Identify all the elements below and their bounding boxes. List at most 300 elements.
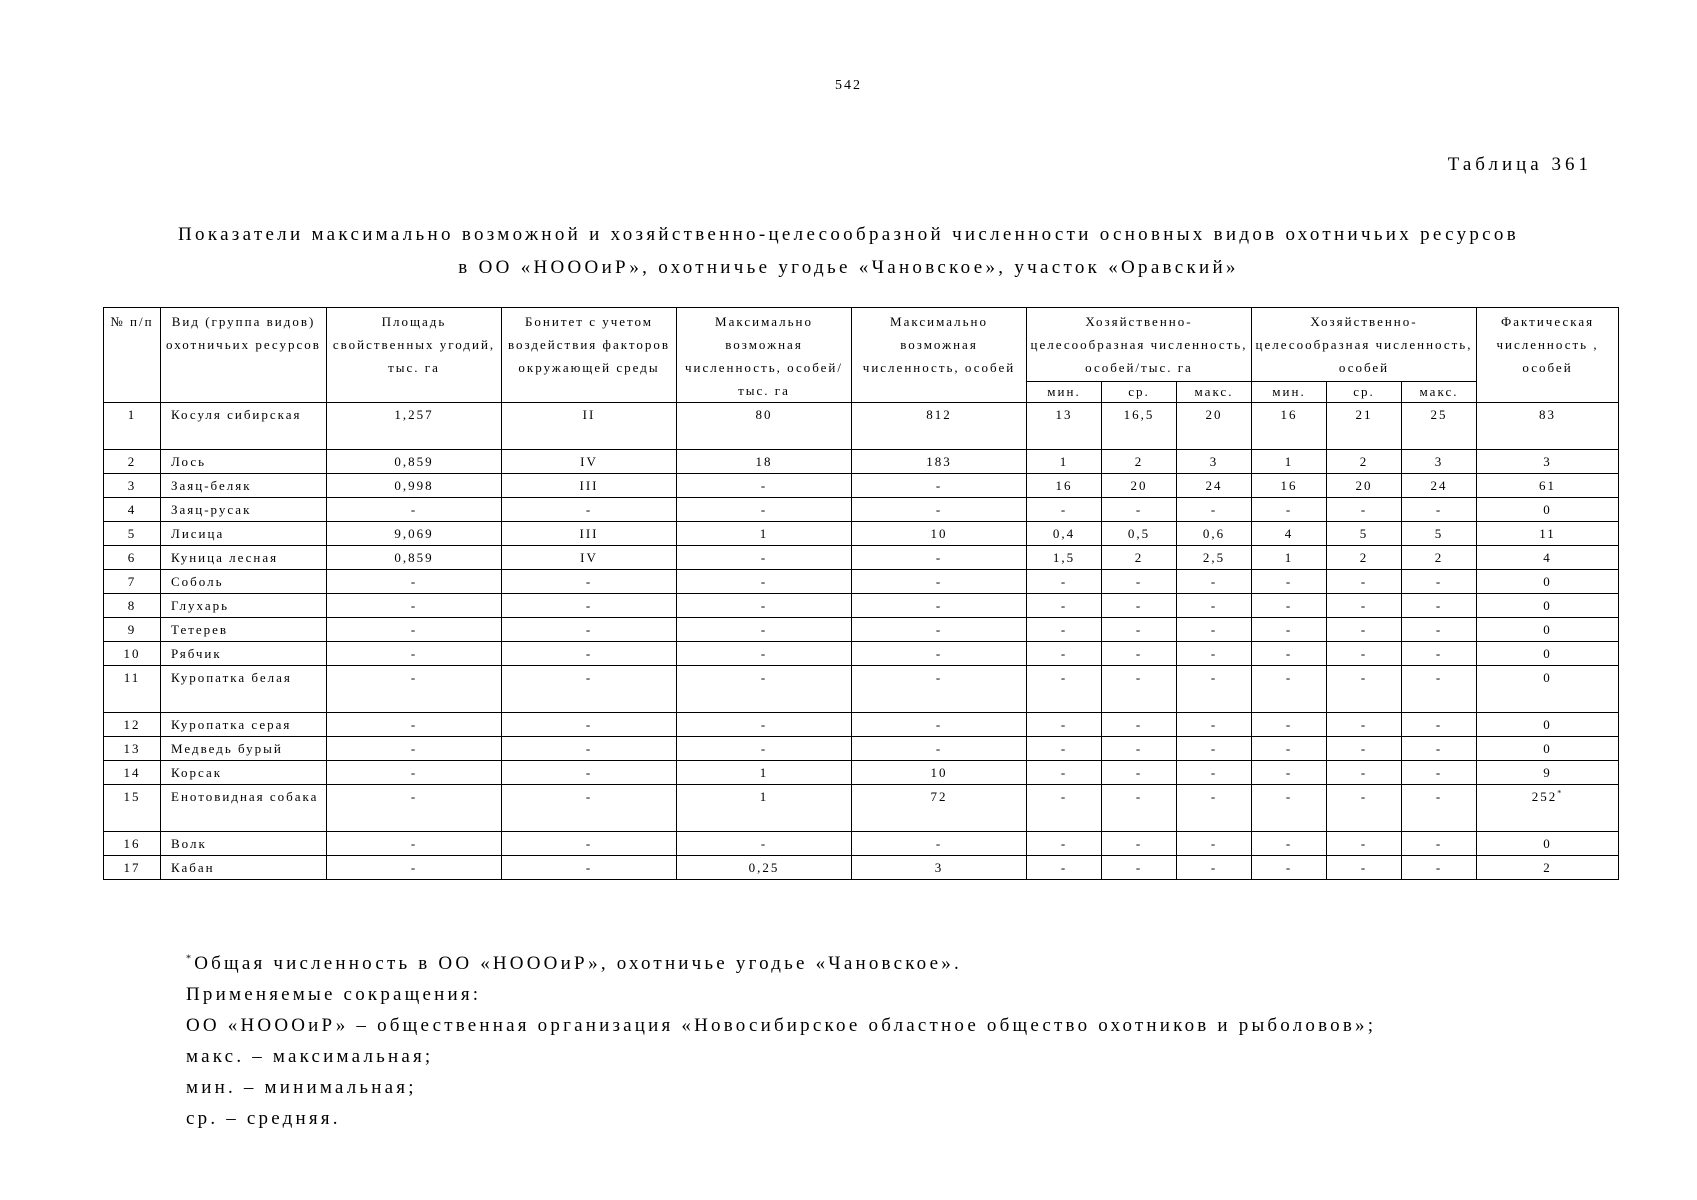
cell-density-max-value: - xyxy=(1210,670,1218,685)
abbreviation-line: мин. – минимальная; xyxy=(186,1077,417,1098)
cell-num-value: 10 xyxy=(123,646,141,661)
cell-species xyxy=(161,761,327,785)
cell-species-value: Куропатка белая xyxy=(171,670,292,685)
cell-area xyxy=(327,713,502,737)
cell-count-min-value: - xyxy=(1285,598,1293,613)
cell-count-min-value: - xyxy=(1285,646,1293,661)
cell-actual-value: 4 xyxy=(1543,550,1552,565)
cell-max-count xyxy=(852,403,1027,450)
cell-area-value: - xyxy=(410,598,418,613)
cell-num-value: 11 xyxy=(123,670,141,685)
cell-species xyxy=(161,522,327,546)
cell-count-max-value: 5 xyxy=(1434,526,1444,541)
cell-area xyxy=(327,761,502,785)
cell-density-max xyxy=(1177,785,1252,832)
cell-max-count-value: - xyxy=(935,836,943,851)
cell-max-density-value: - xyxy=(760,741,768,756)
cell-bonitet-value: - xyxy=(585,574,593,589)
cell-num xyxy=(104,856,161,880)
cell-density-max xyxy=(1177,713,1252,737)
cell-num xyxy=(104,761,161,785)
cell-area-value: - xyxy=(410,765,418,780)
table-label: Таблица 361 xyxy=(1447,154,1592,175)
cell-count-avg-value: 5 xyxy=(1359,526,1369,541)
cell-count-avg xyxy=(1327,450,1402,474)
cell-density-avg xyxy=(1102,594,1177,618)
cell-bonitet-value: - xyxy=(585,765,593,780)
cell-density-avg xyxy=(1102,856,1177,880)
cell-count-avg xyxy=(1327,666,1402,713)
cell-max-count xyxy=(852,594,1027,618)
cell-density-min-value: - xyxy=(1060,646,1068,661)
cell-actual-value: 0 xyxy=(1543,502,1552,517)
cell-bonitet xyxy=(502,594,677,618)
cell-count-min xyxy=(1252,618,1327,642)
cell-density-avg xyxy=(1102,713,1177,737)
cell-count-avg-value: - xyxy=(1360,741,1368,756)
cell-area xyxy=(327,832,502,856)
cell-max-count-value: - xyxy=(935,717,943,732)
cell-species xyxy=(161,642,327,666)
abbreviations-heading: Применяемые сокращения: xyxy=(186,984,482,1005)
cell-actual-value: 0 xyxy=(1543,717,1552,732)
cell-bonitet-value: IV xyxy=(580,454,598,469)
cell-count-min-value: - xyxy=(1285,502,1293,517)
cell-max-count xyxy=(852,761,1027,785)
cell-area xyxy=(327,546,502,570)
cell-count-max-value: - xyxy=(1435,765,1443,780)
cell-count-avg-value: - xyxy=(1360,765,1368,780)
table-row xyxy=(104,832,1619,856)
cell-count-min xyxy=(1252,546,1327,570)
cell-bonitet-value: II xyxy=(582,407,596,422)
cell-num-value: 15 xyxy=(123,789,141,804)
cell-area-value: - xyxy=(410,670,418,685)
cell-bonitet xyxy=(502,403,677,450)
cell-max-count-value: - xyxy=(935,598,943,613)
cell-density-min xyxy=(1027,618,1102,642)
cell-bonitet xyxy=(502,522,677,546)
cell-count-min xyxy=(1252,474,1327,498)
cell-species-value: Лось xyxy=(171,454,207,469)
cell-bonitet-value: - xyxy=(585,717,593,732)
cell-max-density xyxy=(677,403,852,450)
cell-count-max-value: - xyxy=(1435,717,1443,732)
cell-count-min xyxy=(1252,761,1327,785)
cell-bonitet xyxy=(502,570,677,594)
cell-count-avg-value: - xyxy=(1360,860,1368,875)
cell-bonitet xyxy=(502,618,677,642)
cell-density-avg xyxy=(1102,785,1177,832)
cell-density-avg-value: 16,5 xyxy=(1123,407,1155,422)
cell-area xyxy=(327,618,502,642)
cell-count-min-value: 1 xyxy=(1284,454,1294,469)
table-row xyxy=(104,785,1619,832)
cell-count-max-value: - xyxy=(1435,860,1443,875)
cell-max-count xyxy=(852,450,1027,474)
cell-area-value: - xyxy=(410,789,418,804)
cell-count-avg xyxy=(1327,642,1402,666)
cell-max-density-value: 1 xyxy=(759,765,769,780)
cell-max-count-value: 72 xyxy=(930,789,948,804)
cell-count-max-value: - xyxy=(1435,741,1443,756)
cell-density-avg xyxy=(1102,761,1177,785)
cell-count-avg xyxy=(1327,403,1402,450)
header-max-density: Максимально возможная численность, особей/тыс. га xyxy=(677,308,852,403)
table-row xyxy=(104,737,1619,761)
cell-species xyxy=(161,474,327,498)
cell-density-min xyxy=(1027,450,1102,474)
cell-max-density xyxy=(677,522,852,546)
table-body xyxy=(104,403,1619,880)
cell-count-max-value: - xyxy=(1435,598,1443,613)
cell-area-value: - xyxy=(410,574,418,589)
cell-density-avg-value: - xyxy=(1135,836,1143,851)
cell-density-min xyxy=(1027,594,1102,618)
cell-bonitet-value: - xyxy=(585,836,593,851)
cell-count-avg-value: - xyxy=(1360,646,1368,661)
cell-num-value: 12 xyxy=(123,717,141,732)
header-density-avg: ср. xyxy=(1102,381,1177,402)
cell-actual-value: 0 xyxy=(1543,574,1552,589)
cell-species xyxy=(161,666,327,713)
cell-count-max-value: 24 xyxy=(1430,478,1448,493)
cell-actual-value: 3 xyxy=(1543,454,1552,469)
cell-species xyxy=(161,594,327,618)
cell-num-value: 13 xyxy=(123,741,141,756)
cell-density-max xyxy=(1177,594,1252,618)
cell-species-value: Енотовидная собака xyxy=(171,789,319,804)
cell-density-avg xyxy=(1102,403,1177,450)
cell-num xyxy=(104,546,161,570)
cell-count-max-value: - xyxy=(1435,646,1443,661)
cell-num xyxy=(104,570,161,594)
cell-actual xyxy=(1477,570,1619,594)
cell-max-density xyxy=(677,785,852,832)
cell-num xyxy=(104,642,161,666)
cell-area-value: - xyxy=(410,717,418,732)
cell-actual xyxy=(1477,498,1619,522)
cell-count-max-value: - xyxy=(1435,502,1443,517)
cell-area-value: 0,859 xyxy=(394,454,434,469)
cell-area xyxy=(327,450,502,474)
cell-num xyxy=(104,737,161,761)
cell-num xyxy=(104,832,161,856)
cell-density-min xyxy=(1027,642,1102,666)
cell-max-count xyxy=(852,522,1027,546)
cell-num xyxy=(104,403,161,450)
table-row xyxy=(104,474,1619,498)
header-num: № п/п xyxy=(104,308,161,403)
cell-density-max-value: - xyxy=(1210,598,1218,613)
cell-density-min xyxy=(1027,713,1102,737)
cell-bonitet xyxy=(502,713,677,737)
cell-num-value: 9 xyxy=(127,622,137,637)
cell-area xyxy=(327,403,502,450)
cell-max-count-value: - xyxy=(935,741,943,756)
cell-density-min-value: - xyxy=(1060,598,1068,613)
cell-count-max xyxy=(1402,856,1477,880)
cell-density-avg-value: - xyxy=(1135,860,1143,875)
cell-count-max xyxy=(1402,785,1477,832)
cell-species xyxy=(161,785,327,832)
cell-density-min-value: - xyxy=(1060,622,1068,637)
cell-num xyxy=(104,450,161,474)
cell-count-min xyxy=(1252,832,1327,856)
cell-area xyxy=(327,594,502,618)
cell-density-max xyxy=(1177,666,1252,713)
cell-density-min xyxy=(1027,403,1102,450)
cell-count-avg-value: 20 xyxy=(1355,478,1373,493)
cell-bonitet-value: - xyxy=(585,860,593,875)
table-row xyxy=(104,856,1619,880)
cell-area xyxy=(327,856,502,880)
cell-area xyxy=(327,666,502,713)
cell-count-max xyxy=(1402,618,1477,642)
cell-bonitet-value: - xyxy=(585,646,593,661)
cell-max-density xyxy=(677,666,852,713)
cell-max-count-value: 10 xyxy=(930,765,948,780)
cell-max-count xyxy=(852,785,1027,832)
cell-count-min xyxy=(1252,856,1327,880)
cell-density-min-value: - xyxy=(1060,765,1068,780)
cell-count-avg xyxy=(1327,570,1402,594)
cell-count-avg-value: - xyxy=(1360,622,1368,637)
cell-count-avg-value: - xyxy=(1360,598,1368,613)
cell-max-count-value: - xyxy=(935,670,943,685)
cell-count-min xyxy=(1252,737,1327,761)
cell-max-count xyxy=(852,474,1027,498)
cell-bonitet xyxy=(502,785,677,832)
cell-max-count xyxy=(852,666,1027,713)
footnote-mark: * xyxy=(186,953,195,965)
table-row xyxy=(104,403,1619,450)
cell-density-min xyxy=(1027,522,1102,546)
header-density-max: макс. xyxy=(1177,381,1252,402)
cell-count-max xyxy=(1402,403,1477,450)
cell-bonitet-value: - xyxy=(585,622,593,637)
table-row xyxy=(104,522,1619,546)
cell-species xyxy=(161,546,327,570)
cell-max-density xyxy=(677,737,852,761)
cell-count-max xyxy=(1402,713,1477,737)
cell-bonitet xyxy=(502,856,677,880)
table-row xyxy=(104,546,1619,570)
cell-density-max-value: - xyxy=(1210,836,1218,851)
cell-count-max-value: - xyxy=(1435,836,1443,851)
cell-count-max xyxy=(1402,522,1477,546)
cell-area-value: 0,859 xyxy=(394,550,434,565)
table-title-line-2: в ОО «НОООиР», охотничье угодье «Чановское», участок «Оравский» xyxy=(458,257,1239,278)
cell-density-max-value: 0,6 xyxy=(1202,526,1226,541)
cell-density-avg-value: - xyxy=(1135,622,1143,637)
cell-species xyxy=(161,713,327,737)
cell-count-avg-value: - xyxy=(1360,789,1368,804)
cell-max-count xyxy=(852,832,1027,856)
cell-area xyxy=(327,570,502,594)
cell-density-avg-value: - xyxy=(1135,502,1143,517)
cell-actual-value: 252 xyxy=(1531,789,1558,804)
cell-max-count-value: 183 xyxy=(926,454,952,469)
cell-area-value: - xyxy=(410,622,418,637)
cell-species xyxy=(161,570,327,594)
cell-num xyxy=(104,522,161,546)
cell-count-max xyxy=(1402,737,1477,761)
header-count-min: мин. xyxy=(1252,381,1327,402)
cell-count-avg-value: - xyxy=(1360,502,1368,517)
cell-density-min-value: 0,4 xyxy=(1052,526,1076,541)
cell-actual xyxy=(1477,666,1619,713)
cell-num-value: 17 xyxy=(123,860,141,875)
cell-max-count-value: 812 xyxy=(926,407,952,422)
cell-count-avg xyxy=(1327,618,1402,642)
cell-density-max xyxy=(1177,642,1252,666)
cell-density-avg-value: - xyxy=(1135,598,1143,613)
cell-density-avg xyxy=(1102,474,1177,498)
cell-max-count xyxy=(852,737,1027,761)
cell-max-density-value: 18 xyxy=(755,454,773,469)
cell-num xyxy=(104,785,161,832)
cell-max-count-value: - xyxy=(935,502,943,517)
abbreviation-line: макс. – максимальная; xyxy=(186,1046,434,1067)
cell-max-density-value: - xyxy=(760,670,768,685)
cell-count-min-value: 1 xyxy=(1284,550,1294,565)
cell-count-avg-value: - xyxy=(1360,574,1368,589)
cell-max-density xyxy=(677,474,852,498)
cell-density-avg-value: 20 xyxy=(1130,478,1148,493)
cell-actual xyxy=(1477,785,1619,832)
cell-num-value: 16 xyxy=(123,836,141,851)
cell-density-max xyxy=(1177,498,1252,522)
cell-bonitet xyxy=(502,737,677,761)
table-row xyxy=(104,666,1619,713)
header-max-count: Максимально возможная численность, особей xyxy=(852,308,1027,403)
cell-num xyxy=(104,713,161,737)
cell-density-avg-value: - xyxy=(1135,789,1143,804)
cell-density-max xyxy=(1177,856,1252,880)
cell-area xyxy=(327,737,502,761)
cell-bonitet-value: III xyxy=(579,478,599,493)
cell-density-min xyxy=(1027,474,1102,498)
cell-density-avg xyxy=(1102,522,1177,546)
cell-density-min-value: - xyxy=(1060,860,1068,875)
cell-density-max-value: - xyxy=(1210,765,1218,780)
cell-species xyxy=(161,737,327,761)
cell-area xyxy=(327,642,502,666)
cell-density-avg-value: - xyxy=(1135,574,1143,589)
cell-max-density-value: - xyxy=(760,622,768,637)
cell-density-avg-value: 2 xyxy=(1134,454,1144,469)
cell-area-value: - xyxy=(410,741,418,756)
cell-density-min-value: - xyxy=(1060,789,1068,804)
cell-count-avg xyxy=(1327,713,1402,737)
cell-density-max-value: - xyxy=(1210,860,1218,875)
cell-max-density-value: - xyxy=(760,478,768,493)
cell-species-value: Косуля сибирская xyxy=(171,407,302,422)
table-row xyxy=(104,594,1619,618)
cell-count-min-value: - xyxy=(1285,717,1293,732)
cell-density-avg xyxy=(1102,737,1177,761)
cell-density-min xyxy=(1027,546,1102,570)
cell-count-avg xyxy=(1327,856,1402,880)
cell-density-avg xyxy=(1102,498,1177,522)
cell-density-avg-value: - xyxy=(1135,741,1143,756)
cell-density-min-value: 16 xyxy=(1055,478,1073,493)
header-area: Площадь свойственных угодий, тыс. га xyxy=(327,308,502,403)
table-row xyxy=(104,570,1619,594)
cell-max-count xyxy=(852,498,1027,522)
cell-count-min-value: - xyxy=(1285,622,1293,637)
cell-max-density-value: 1 xyxy=(759,526,769,541)
cell-max-density xyxy=(677,618,852,642)
cell-max-density xyxy=(677,832,852,856)
cell-area xyxy=(327,522,502,546)
cell-density-min-value: - xyxy=(1060,502,1068,517)
cell-species-value: Заяц-беляк xyxy=(171,478,252,493)
cell-actual-value: 2 xyxy=(1543,860,1552,875)
cell-count-avg xyxy=(1327,832,1402,856)
cell-density-min-value: - xyxy=(1060,836,1068,851)
cell-density-avg-value: 2 xyxy=(1134,550,1144,565)
cell-max-count-value: - xyxy=(935,646,943,661)
cell-area-value: 1,257 xyxy=(394,407,434,422)
cell-species xyxy=(161,450,327,474)
cell-count-max xyxy=(1402,498,1477,522)
cell-density-min xyxy=(1027,498,1102,522)
cell-density-avg xyxy=(1102,642,1177,666)
cell-count-max-value: - xyxy=(1435,789,1443,804)
cell-density-avg-value: - xyxy=(1135,646,1143,661)
cell-actual-value: 0 xyxy=(1543,622,1552,637)
cell-density-min xyxy=(1027,856,1102,880)
cell-count-min-value: - xyxy=(1285,789,1293,804)
cell-max-count xyxy=(852,618,1027,642)
cell-num-value: 2 xyxy=(127,454,137,469)
cell-density-max xyxy=(1177,522,1252,546)
cell-density-avg xyxy=(1102,450,1177,474)
cell-species-value: Кабан xyxy=(171,860,215,875)
cell-density-min-value: 1 xyxy=(1059,454,1069,469)
cell-max-count xyxy=(852,856,1027,880)
cell-species-value: Заяц-русак xyxy=(171,502,252,517)
cell-actual xyxy=(1477,737,1619,761)
cell-max-density-value: 1 xyxy=(759,789,769,804)
cell-count-avg xyxy=(1327,737,1402,761)
cell-bonitet-value: - xyxy=(585,741,593,756)
cell-species xyxy=(161,403,327,450)
cell-max-density xyxy=(677,546,852,570)
cell-actual xyxy=(1477,403,1619,450)
cell-actual-value: 0 xyxy=(1543,836,1552,851)
cell-actual xyxy=(1477,546,1619,570)
cell-density-avg-value: - xyxy=(1135,765,1143,780)
cell-area-value: - xyxy=(410,502,418,517)
cell-max-density xyxy=(677,450,852,474)
cell-count-min xyxy=(1252,666,1327,713)
cell-max-density xyxy=(677,498,852,522)
cell-density-max-value: 20 xyxy=(1205,407,1223,422)
cell-count-avg xyxy=(1327,761,1402,785)
cell-count-max-value: 2 xyxy=(1434,550,1444,565)
cell-area-value: - xyxy=(410,646,418,661)
cell-num xyxy=(104,666,161,713)
cell-count-min-value: - xyxy=(1285,741,1293,756)
cell-area xyxy=(327,474,502,498)
cell-density-min-value: - xyxy=(1060,670,1068,685)
cell-count-min xyxy=(1252,403,1327,450)
cell-max-density xyxy=(677,642,852,666)
cell-count-avg-value: 2 xyxy=(1359,454,1369,469)
